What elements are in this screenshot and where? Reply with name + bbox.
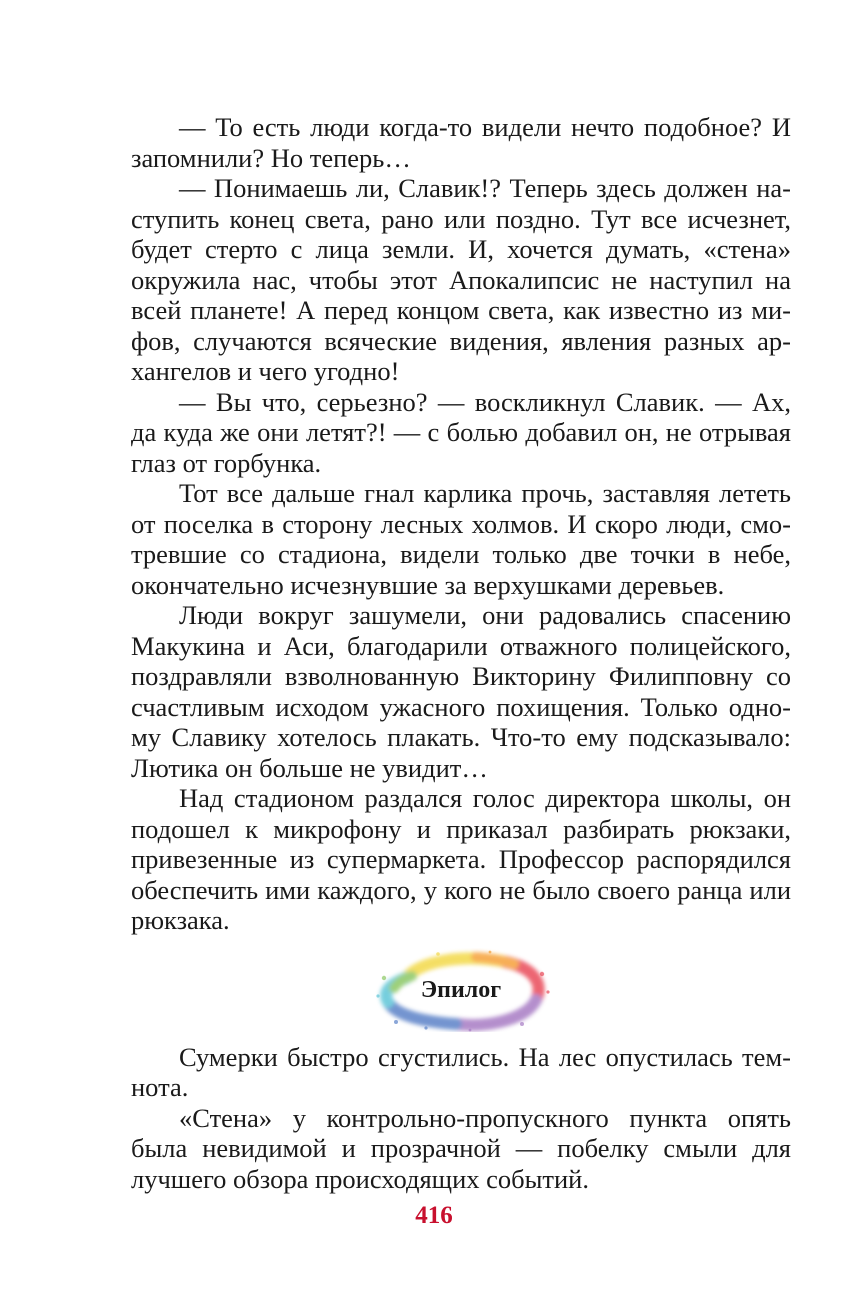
paragraph <box>131 387 791 479</box>
text-line: да куда же они летят?! — с болью добавил он, не отрывая <box>131 417 791 447</box>
section-heading <box>366 948 556 1032</box>
text-line: Макукина и Аси, благодарили отважного полицейского, <box>131 630 791 661</box>
text-line: му Славику хотелось плакать. Что-то ему подсказывало: <box>131 722 791 752</box>
text-line: нота. <box>131 1072 189 1102</box>
text-line: тревшие со стадиона, видели только две точки в небе, <box>131 539 791 569</box>
paragraph <box>131 783 791 936</box>
paragraph <box>131 173 791 387</box>
text-line: подошел к микрофону и приказал разбирать рюкзаки, <box>131 813 791 844</box>
text-line: окружила нас, чтобы этот Апокалипсис не наступил на <box>131 264 791 295</box>
page-number: 416 <box>415 1202 453 1229</box>
text-line: счастливым исходом ужасного похищения. Только одно- <box>131 691 791 722</box>
text-line: глаз от горбунка. <box>131 447 322 478</box>
text-line: всей планете! А перед концом света, как известно из ми- <box>131 295 791 325</box>
text-line: обеспечить ими каждого, у кого не было своего ранца или <box>131 874 791 905</box>
text-line: привезенные из супермаркета. Профессор распорядился <box>131 844 791 874</box>
page-body <box>131 112 791 1194</box>
text-line: Люди вокруг зашумели, они радовались спасению <box>179 600 791 630</box>
text-line: от поселка в сторону лесных холмов. И скоро люди, смо- <box>131 508 791 539</box>
paragraph <box>131 1042 791 1103</box>
paragraph <box>131 112 791 173</box>
text-line: — То есть люди когда-то видели нечто подобное? И <box>179 112 791 142</box>
text-line: лучшего обзора происходящих событий. <box>131 1163 589 1194</box>
section-heading-label: Эпилог <box>420 976 502 1003</box>
text-line: «Стена» у контрольно-пропускного пункта опять <box>179 1102 791 1133</box>
text-line: Лютика он больше не увидит… <box>131 752 488 783</box>
text-line: рюкзака. <box>131 905 230 935</box>
text-line: — Понимаешь ли, Славик!? Теперь здесь должен на- <box>179 173 791 203</box>
paragraph <box>131 600 791 783</box>
text-line: будет стерто с лица земли. И, хочется думать, «стена» <box>131 234 791 264</box>
text-line: — Вы что, серьезно? — воскликнул Славик. — Ах, <box>179 386 791 417</box>
text-line: Сумерки быстро сгустились. На лес опустилась тем- <box>179 1041 791 1072</box>
text-line: Над стадионом раздался голос директора школы, он <box>179 783 791 813</box>
text-line: окончательно исчезнувшие за верхушками деревьев. <box>131 569 725 600</box>
text-line: поздравляли взволнованную Викторину Филипповну со <box>131 661 791 691</box>
text-line: хангелов и чего угодно! <box>131 356 400 386</box>
paragraph <box>131 478 791 600</box>
paragraph <box>131 1103 791 1195</box>
text-line: ступить конец света, рано или поздно. Тут все исчезнет, <box>131 203 791 234</box>
text-line: запомнили? Но теперь… <box>131 142 411 173</box>
text-line: Тот все дальше гнал карлика прочь, заставляя лететь <box>179 478 791 508</box>
text-line: фов, случаются всяческие видения, явления разных ар- <box>131 325 791 356</box>
text-line: была невидимой и прозрачной — побелку смыли для <box>131 1133 791 1163</box>
